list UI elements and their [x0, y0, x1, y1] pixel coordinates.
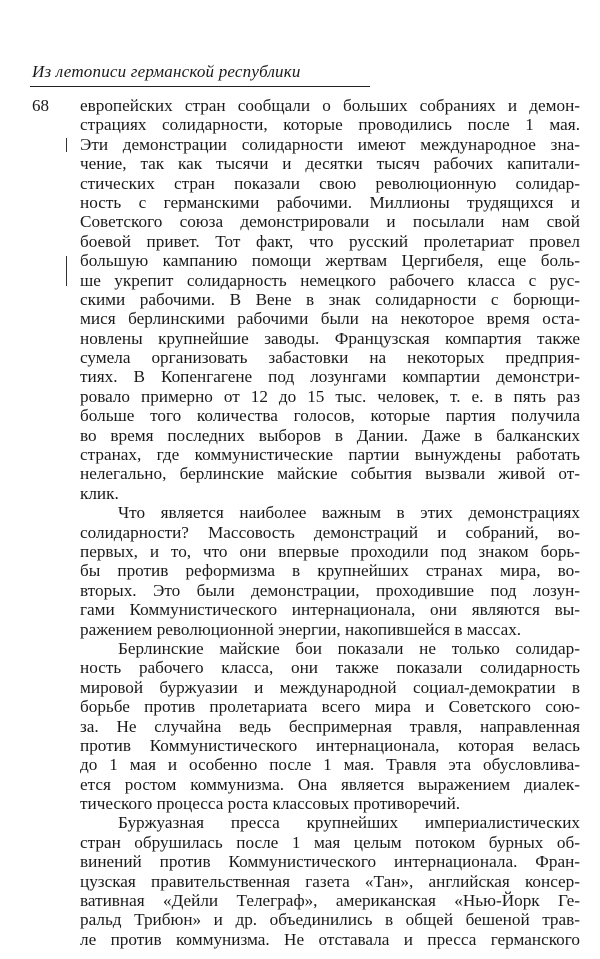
- text-line: во время последних выборов в Дании. Даже в балканских: [80, 425, 580, 445]
- text-line: сумела организовать забастовки на некоторых предприя-: [80, 348, 580, 368]
- text-line: больше того количества голосов, которые партия получила: [80, 406, 580, 426]
- text-line: европейских стран сообщали о больших собраниях и демон-: [80, 96, 580, 115]
- text-line: ше укрепит солидарность немецкого рабочего класса с рус-: [80, 270, 580, 290]
- text-line: стран обрушилась после 1 мая целым потоком бурных об-: [80, 832, 580, 852]
- text-line: тического процесса роста классовых противоречий.: [80, 794, 461, 814]
- text-line: клик.: [80, 483, 119, 503]
- header-rule: [30, 86, 370, 87]
- text-line: новлены крупнейшие заводы. Французская компартия также: [80, 328, 580, 348]
- text-line: страциях солидарности, которые проводились после 1 мая.: [80, 115, 580, 135]
- text-line: ется ростом коммунизма. Она является выражением диалек-: [80, 774, 580, 794]
- text-line: первых, и то, что они впервые проходили под знаком борь-: [80, 541, 580, 561]
- text-line: мися берлинскими рабочими были на некоторое время оста-: [80, 309, 580, 329]
- running-title: Из летописи германской республики: [32, 62, 301, 81]
- text-line: борьбе против пролетариата всего мира и Советского сою-: [80, 697, 580, 717]
- text-line: ле против коммунизма. Не отставала и пресса германского: [80, 929, 580, 949]
- text-line: солидарности? Массовость демонстраций и собраний, во-: [80, 522, 580, 542]
- text-line: бы против реформизма в крупнейших странах мира, во-: [80, 561, 580, 581]
- text-line: ность с германскими рабочими. Миллионы трудящихся и: [80, 192, 580, 212]
- text-line: гами Коммунистического интернационала, они являются вы-: [80, 600, 580, 620]
- text-line: боевой привет. Тот факт, что русский пролетариат провел: [80, 231, 580, 251]
- margin-mark: [66, 256, 67, 286]
- text-line: ражением революционной энергии, накопившейся в массах.: [80, 619, 522, 639]
- text-line: ральд Трибюн» и др. объединились в общей бешеной трав-: [80, 910, 580, 930]
- body-text: [80, 96, 580, 949]
- text-line: чение, так как тысячи и десятки тысяч рабочих капитали-: [80, 154, 580, 174]
- page-number: 68: [32, 96, 49, 115]
- text-line: большую кампанию помощи жертвам Цергибеля, еще боль-: [80, 251, 580, 271]
- text-line: нелегально, берлинские майские события вызвали живой от-: [80, 464, 580, 484]
- text-line: тиях. В Копенгагене под лозунгами компартии демонстри-: [80, 367, 580, 387]
- text-line: скими рабочими. В Вене в знак солидарности с борющи-: [80, 289, 580, 309]
- text-line: мировой буржуазии и международной социал-демократии в: [80, 677, 580, 697]
- text-line: за. Не случайна ведь беспримерная травля, направленная: [80, 716, 580, 736]
- text-line: Буржуазная пресса крупнейших империалистических: [118, 813, 580, 833]
- text-line: Что является наиболее важным в этих демонстрациях: [118, 503, 580, 523]
- text-line: Берлинские майские бои показали не только солидар-: [118, 638, 580, 658]
- text-line: стических стран показали свою революционную солидар-: [80, 173, 580, 193]
- text-line: винений против Коммунистического интернационала. Фран-: [80, 852, 580, 872]
- text-line: ровало примерно от 12 до 15 тыс. человек, т. е. в пять раз: [80, 386, 580, 406]
- text-line: странах, где коммунистические партии вынуждены работать: [80, 445, 580, 465]
- text-line: вативная «Дейли Телеграф», американская «Нью-Йорк Ге-: [80, 891, 580, 911]
- text-line: вторых. Это были демонстрации, проходившие под лозун-: [80, 580, 580, 600]
- text-line: до 1 мая и особенно после 1 мая. Травля эта обусловлива-: [80, 755, 580, 775]
- text-line: против Коммунистического интернационала, которая велась: [80, 735, 580, 755]
- text-line: Советского союза демонстрировали и посылали нам свой: [80, 212, 580, 232]
- text-line: ность рабочего класса, они также показали солидарность: [80, 658, 580, 678]
- text-line: цузская правительственная газета «Тан», английская консер-: [80, 871, 580, 891]
- margin-mark: [66, 138, 67, 152]
- text-line: Эти демонстрации солидарности имеют международное зна-: [80, 134, 580, 154]
